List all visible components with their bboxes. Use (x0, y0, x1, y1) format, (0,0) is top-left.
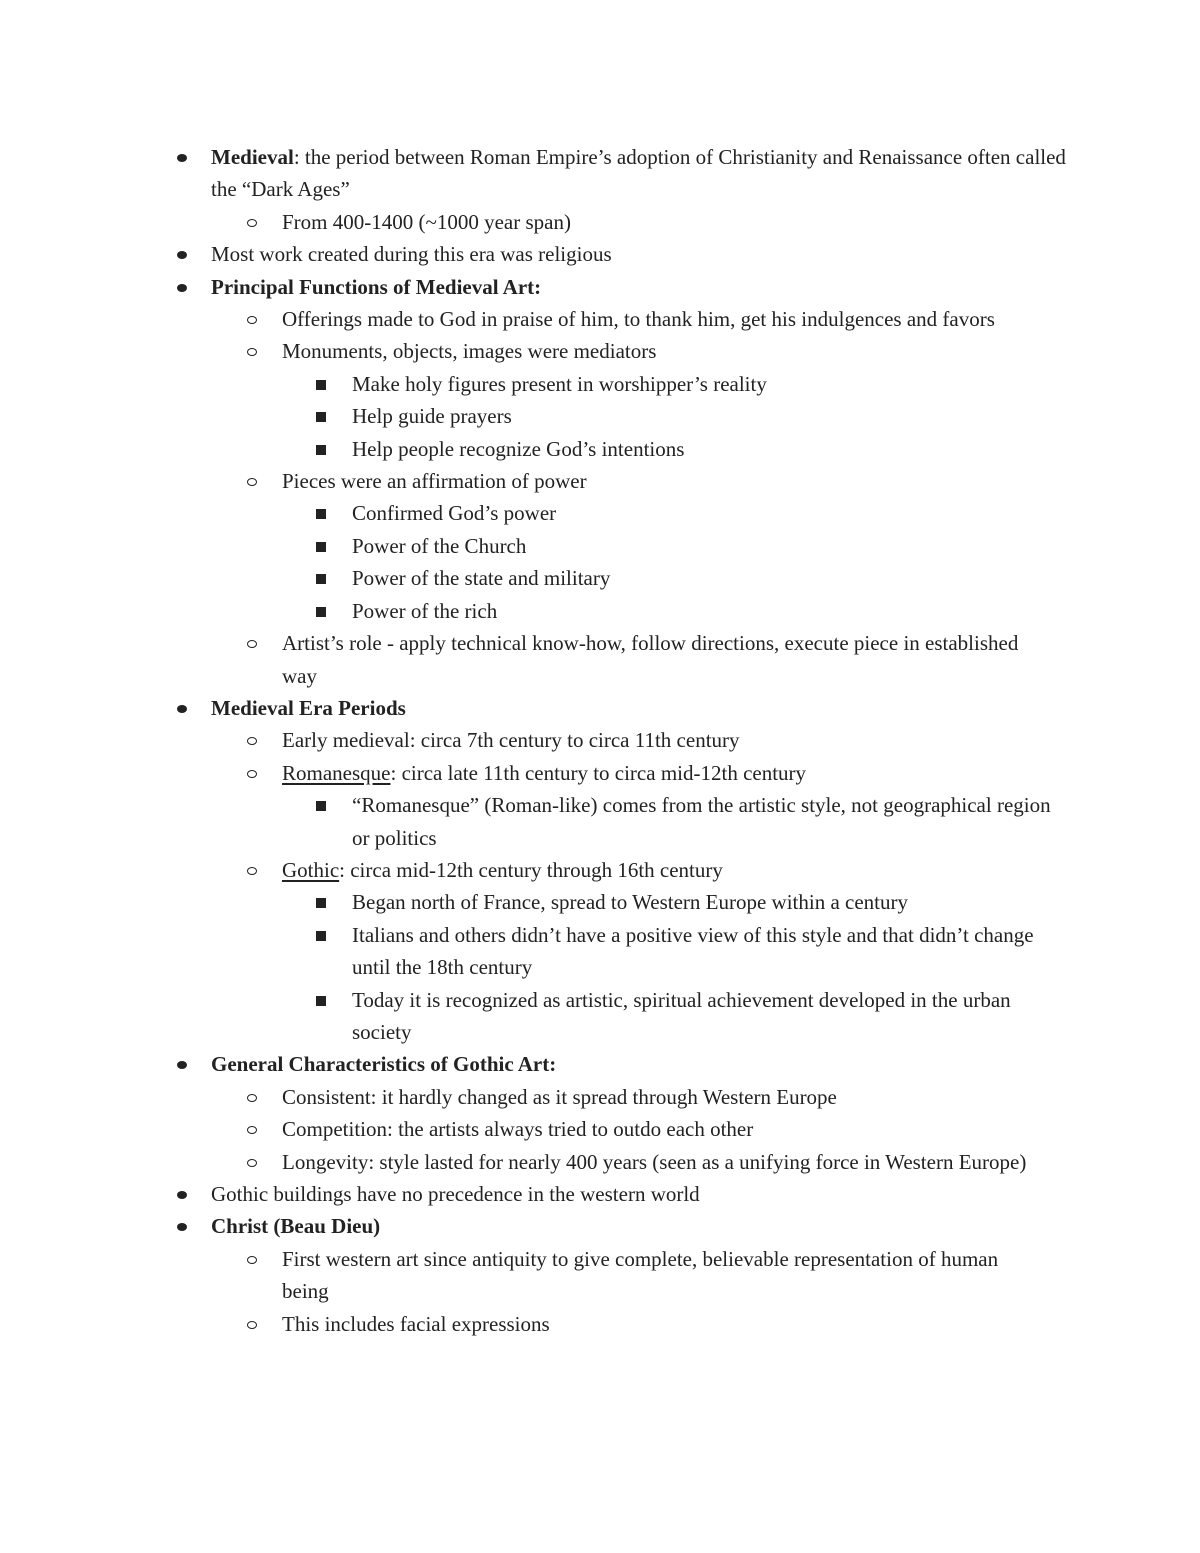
hollow-circle-bullet-icon (247, 1081, 261, 1102)
hollow-circle-bullet-icon (247, 627, 261, 648)
square-bullet-icon (316, 562, 328, 584)
square-bullet-icon (316, 400, 328, 422)
list-item (211, 141, 1071, 206)
item-text: Longevity: style lasted for nearly 400 years (seen as a unifying force in Western Europe) (282, 1149, 1027, 1174)
section-heading: Medieval Era Periods (211, 695, 406, 720)
item-text: : circa late 11th century to circa mid-12th century (390, 760, 807, 785)
section-heading: Christ (Beau Dieu) (211, 1214, 381, 1239)
list-item (211, 238, 1071, 270)
filled-circle-bullet-icon (174, 141, 190, 162)
hollow-circle-bullet-icon (247, 1113, 261, 1134)
hollow-circle-bullet-icon (247, 465, 261, 486)
hollow-circle-bullet-icon (247, 1146, 261, 1167)
list-item (282, 465, 1042, 497)
filled-circle-bullet-icon (174, 1178, 190, 1199)
list-item (352, 400, 1052, 432)
list-item (211, 271, 1071, 303)
item-text: Help people recognize God’s intentions (352, 436, 685, 461)
list-item (282, 303, 1042, 335)
term-gothic: Gothic (282, 857, 340, 882)
item-text: Monuments, objects, images were mediators (282, 339, 657, 364)
section-heading: General Characteristics of Gothic Art: (211, 1052, 557, 1077)
square-bullet-icon (316, 789, 328, 811)
item-text: This includes facial expressions (282, 1311, 550, 1336)
square-bullet-icon (316, 886, 328, 908)
list-item (352, 562, 1052, 594)
item-text: Consistent: it hardly changed as it spread through Western Europe (282, 1084, 837, 1109)
item-text: Power of the Church (352, 533, 527, 558)
list-item (352, 497, 1052, 529)
item-text: Pieces were an affirmation of power (282, 469, 587, 494)
item-text: Power of the rich (352, 598, 498, 623)
item-text: : circa mid-12th century through 16th century (339, 857, 723, 882)
filled-circle-bullet-icon (174, 1048, 190, 1069)
list-item (211, 1210, 1071, 1242)
term-romanesque: Romanesque (282, 760, 391, 785)
list-item (282, 1243, 1042, 1308)
bullet-list (0, 141, 1200, 1340)
square-bullet-icon (316, 530, 328, 552)
list-item (282, 1146, 1042, 1178)
item-text: “Romanesque” (Roman-like) comes from the artistic style, not geographical region or politics (352, 793, 1051, 850)
item-text: Help guide prayers (352, 404, 512, 429)
filled-circle-bullet-icon (174, 692, 190, 713)
item-text: Italians and others didn’t have a positive view of this style and that didn’t change until the 18th century (352, 922, 1034, 980)
item-text: Artist’s role - apply technical know-how, follow directions, execute piece in established way (282, 631, 1019, 688)
list-item (352, 984, 1052, 1049)
list-item (282, 1113, 1042, 1145)
list-item (211, 1048, 1071, 1080)
hollow-circle-bullet-icon (247, 335, 261, 356)
list-item (211, 692, 1071, 724)
list-item (352, 595, 1052, 627)
section-heading: Principal Functions of Medieval Art: (211, 274, 542, 299)
list-item (282, 724, 1042, 756)
list-item (282, 206, 1042, 238)
hollow-circle-bullet-icon (247, 206, 261, 227)
list-item (352, 530, 1052, 562)
item-text: First western art since antiquity to give complete, believable representation of human being (282, 1246, 999, 1304)
list-item (352, 789, 1052, 854)
square-bullet-icon (316, 984, 328, 1006)
item-text: : the period between Roman Empire’s adoption of Christianity and Renaissance often called the “Dark Ages” (211, 145, 1066, 202)
item-text: Make holy figures present in worshipper’s reality (352, 371, 767, 396)
item-text: Most work created during this era was religious (211, 242, 612, 267)
list-item (282, 854, 1042, 886)
hollow-circle-bullet-icon (247, 757, 261, 778)
filled-circle-bullet-icon (174, 238, 190, 259)
hollow-circle-bullet-icon (247, 854, 261, 875)
list-item (282, 627, 1042, 692)
item-text: Early medieval: circa 7th century to circa 11th century (282, 728, 740, 753)
item-text: From 400-1400 (~1000 year span) (282, 209, 571, 234)
hollow-circle-bullet-icon (247, 724, 261, 745)
list-item (352, 433, 1052, 465)
list-item (352, 919, 1052, 984)
item-text: Confirmed God’s power (352, 501, 557, 526)
filled-circle-bullet-icon (174, 271, 190, 292)
list-item (282, 335, 1042, 367)
filled-circle-bullet-icon (174, 1210, 190, 1231)
square-bullet-icon (316, 497, 328, 519)
item-text: Today it is recognized as artistic, spiritual achievement developed in the urban society (352, 987, 1011, 1044)
item-text: Offerings made to God in praise of him, to thank him, get his indulgences and favors (282, 307, 995, 332)
square-bullet-icon (316, 368, 328, 390)
hollow-circle-bullet-icon (247, 1243, 261, 1264)
square-bullet-icon (316, 595, 328, 617)
item-text: Competition: the artists always tried to outdo each other (282, 1117, 754, 1142)
list-item (282, 1081, 1042, 1113)
list-item (352, 886, 1052, 918)
list-item (282, 1308, 1042, 1340)
list-item (352, 368, 1052, 400)
hollow-circle-bullet-icon (247, 303, 261, 324)
item-text: Gothic buildings have no precedence in the western world (211, 1182, 700, 1206)
hollow-circle-bullet-icon (247, 1308, 261, 1329)
term-medieval: Medieval (211, 145, 294, 169)
square-bullet-icon (316, 433, 328, 455)
item-text: Began north of France, spread to Western Europe within a century (352, 890, 908, 915)
square-bullet-icon (316, 919, 328, 941)
item-text: Power of the state and military (352, 566, 611, 591)
list-item (211, 1178, 1071, 1210)
list-item (282, 757, 1042, 789)
